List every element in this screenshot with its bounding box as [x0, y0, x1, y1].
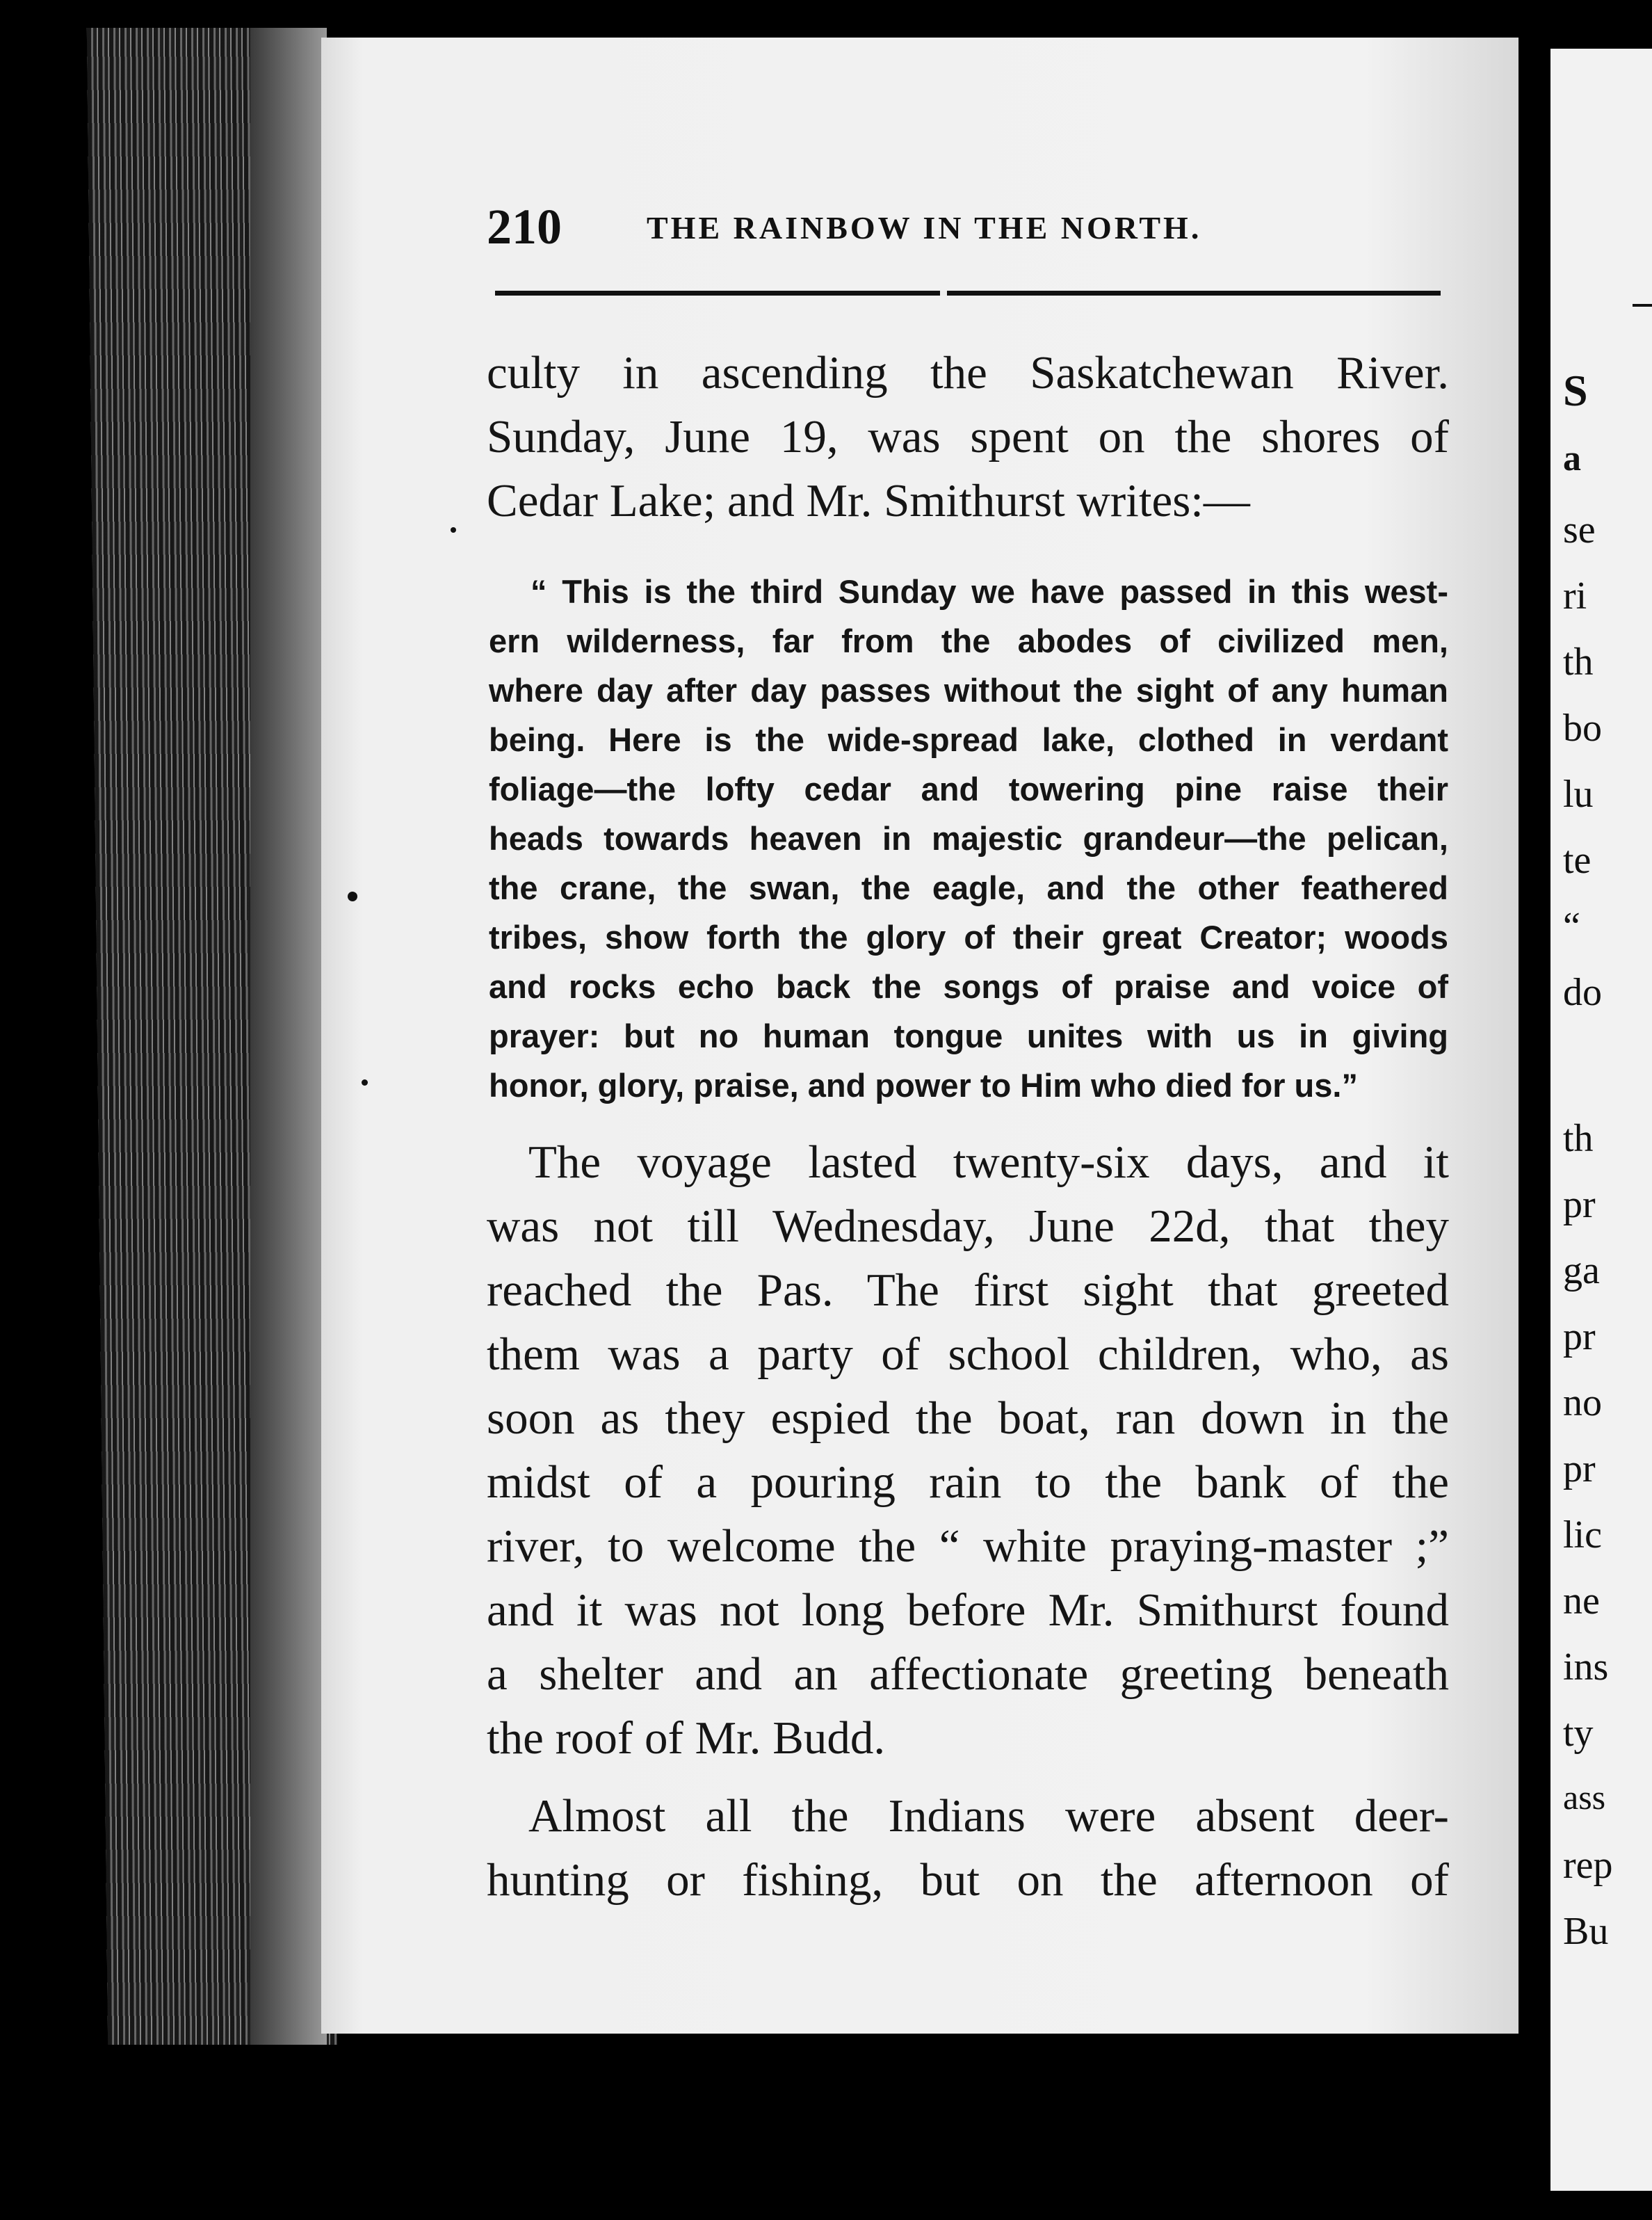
text-line: river, to welcome the “ white praying-master ;” [487, 1520, 1449, 1572]
scan-speck [348, 892, 357, 901]
quote-line: tribes, show forth the glory of their great Creator; woods [489, 919, 1448, 956]
facing-page-text: ri [1563, 574, 1587, 618]
text-line: the roof of Mr. Budd. [487, 1712, 886, 1764]
text-line: soon as they espied the boat, ran down in the [487, 1392, 1449, 1444]
paragraph-voyage [487, 1130, 1449, 1770]
header-rule [495, 291, 1441, 296]
facing-page-text: th [1563, 641, 1594, 684]
quote-line: ern wilderness, far from the abodes of civilized men, [489, 622, 1448, 659]
scan-speck [451, 527, 456, 533]
facing-page-text: ga [1563, 1249, 1600, 1292]
text-line: The voyage lasted twenty-six days, and it [528, 1136, 1449, 1188]
facing-page-text: ass [1563, 1778, 1606, 1817]
page-header [487, 198, 1460, 254]
text-line: a shelter and an affectionate greeting beneath [487, 1648, 1449, 1700]
facing-page-text: se [1563, 508, 1596, 552]
paragraph-indians [487, 1784, 1449, 1912]
facing-page-text: do [1563, 971, 1602, 1014]
text-line: midst of a pouring rain to the bank of the [487, 1456, 1449, 1508]
facing-page-text: Bu [1563, 1910, 1609, 1953]
text-line: and it was not long before Mr. Smithurst found [487, 1584, 1449, 1636]
facing-page-text: a [1563, 439, 1581, 478]
text-line: them was a party of school children, who, as [487, 1328, 1449, 1380]
facing-page [1550, 49, 1652, 2191]
text-line: hunting or fishing, but on the afternoon of [487, 1854, 1449, 1906]
facing-page-text: ty [1563, 1712, 1594, 1755]
text-line: Almost all the Indians were absent deer- [528, 1790, 1449, 1842]
text-line: was not till Wednesday, June 22d, that they [487, 1200, 1449, 1252]
page-edges-shadow [250, 28, 327, 2045]
quote-line: the crane, the swan, the eagle, and the other feathered [489, 869, 1448, 906]
quote-line: “ This is the third Sunday we have passed in this west- [531, 573, 1448, 610]
facing-page-text: S [1563, 366, 1588, 415]
paragraph-continuation [487, 341, 1449, 533]
facing-page-text: “ [1563, 905, 1580, 948]
facing-page-text: ins [1563, 1646, 1609, 1689]
quote-line: heads towards heaven in majestic grandeur—the pelican, [489, 820, 1448, 857]
quote-line: prayer: but no human tongue unites with us in giving [489, 1018, 1448, 1054]
text-line: Cedar Lake; and Mr. Smithurst writes:— [487, 475, 1250, 526]
quote-line: and rocks echo back the songs of praise and voice of [489, 968, 1448, 1005]
facing-page-text: bo [1563, 707, 1602, 750]
facing-page-rule [1633, 304, 1652, 307]
text-line: Sunday, June 19, was spent on the shores of [487, 411, 1449, 462]
facing-page-text: ne [1563, 1579, 1600, 1623]
facing-page-text: lu [1563, 773, 1594, 816]
text-line: reached the Pas. The first sight that greeted [487, 1264, 1449, 1316]
quote-line: foliage—the lofty cedar and towering pine raise their [489, 771, 1448, 807]
quote-line: honor, glory, praise, and power to Him who died for us.” [489, 1067, 1358, 1104]
rule-gap [940, 291, 947, 296]
facing-page-text: no [1563, 1381, 1602, 1424]
facing-page-text: pr [1563, 1447, 1596, 1490]
facing-page-text: th [1563, 1117, 1594, 1160]
scan-speck [362, 1079, 368, 1086]
text-line: culty in ascending the Saskatchewan River. [487, 347, 1449, 399]
facing-page-text: lic [1563, 1513, 1602, 1557]
facing-page-text: te [1563, 839, 1592, 882]
page-number: 210 [487, 199, 562, 255]
quote-line: where day after day passes without the sight of any human [489, 672, 1448, 709]
block-quote [489, 567, 1448, 1110]
quote-line: being. Here is the wide-spread lake, clothed in verdant [489, 721, 1448, 758]
facing-page-text: pr [1563, 1183, 1596, 1226]
running-head: THE RAINBOW IN THE NORTH. [647, 210, 1202, 246]
facing-page-text: pr [1563, 1315, 1596, 1358]
facing-page-text: rep [1563, 1844, 1613, 1887]
